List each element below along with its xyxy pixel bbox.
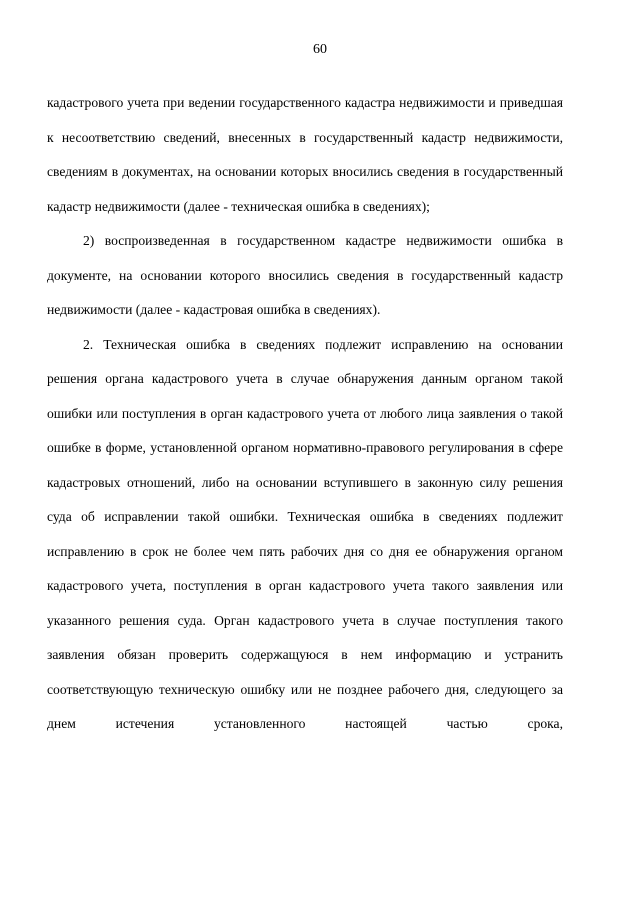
page-number: 60	[313, 42, 327, 57]
document-body	[47, 86, 563, 742]
paragraph-section-2: 2. Техническая ошибка в сведениях подлежит исправлению на основании решения органа кадастрового учета в случае обнаружения данным органом такой ошибки или поступления в орган кадастрового учета от любого лица заявления о такой ошибке в форме, установленной органом нормативно-правового регулирования в сфере кадастровых отношений, либо на основании вступившего в законную силу решения суда об исправлении такой ошибки. Техническая ошибка в сведениях подлежит исправлению в срок не более чем пять рабочих дня со дня ее обнаружения органом кадастрового учета, поступления в орган кадастрового учета такого заявления или указанного решения суда. Орган кадастрового учета в случае поступления такого заявления обязан проверить содержащуюся в нем информацию и устранить соответствующую техническую ошибку или не позднее рабочего дня, следующего за днем истечения установленного настоящей частью срока,	[47, 336, 563, 731]
paragraph-item-2: 2) воспроизведенная в государственном кадастре недвижимости ошибка в документе, на основании которого вносились сведения в государственный кадастр недвижимости (далее - кадастровая ошибка в сведениях).	[47, 233, 563, 317]
paragraph-continuation: кадастрового учета при ведении государственного кадастра недвижимости и приведшая к несоответствию сведений, внесенных в государственный кадастр недвижимости, сведениям в документах, на основании которых вносились сведения в государственный кадастр недвижимости (далее - техническая ошибка в сведениях);	[47, 95, 563, 214]
